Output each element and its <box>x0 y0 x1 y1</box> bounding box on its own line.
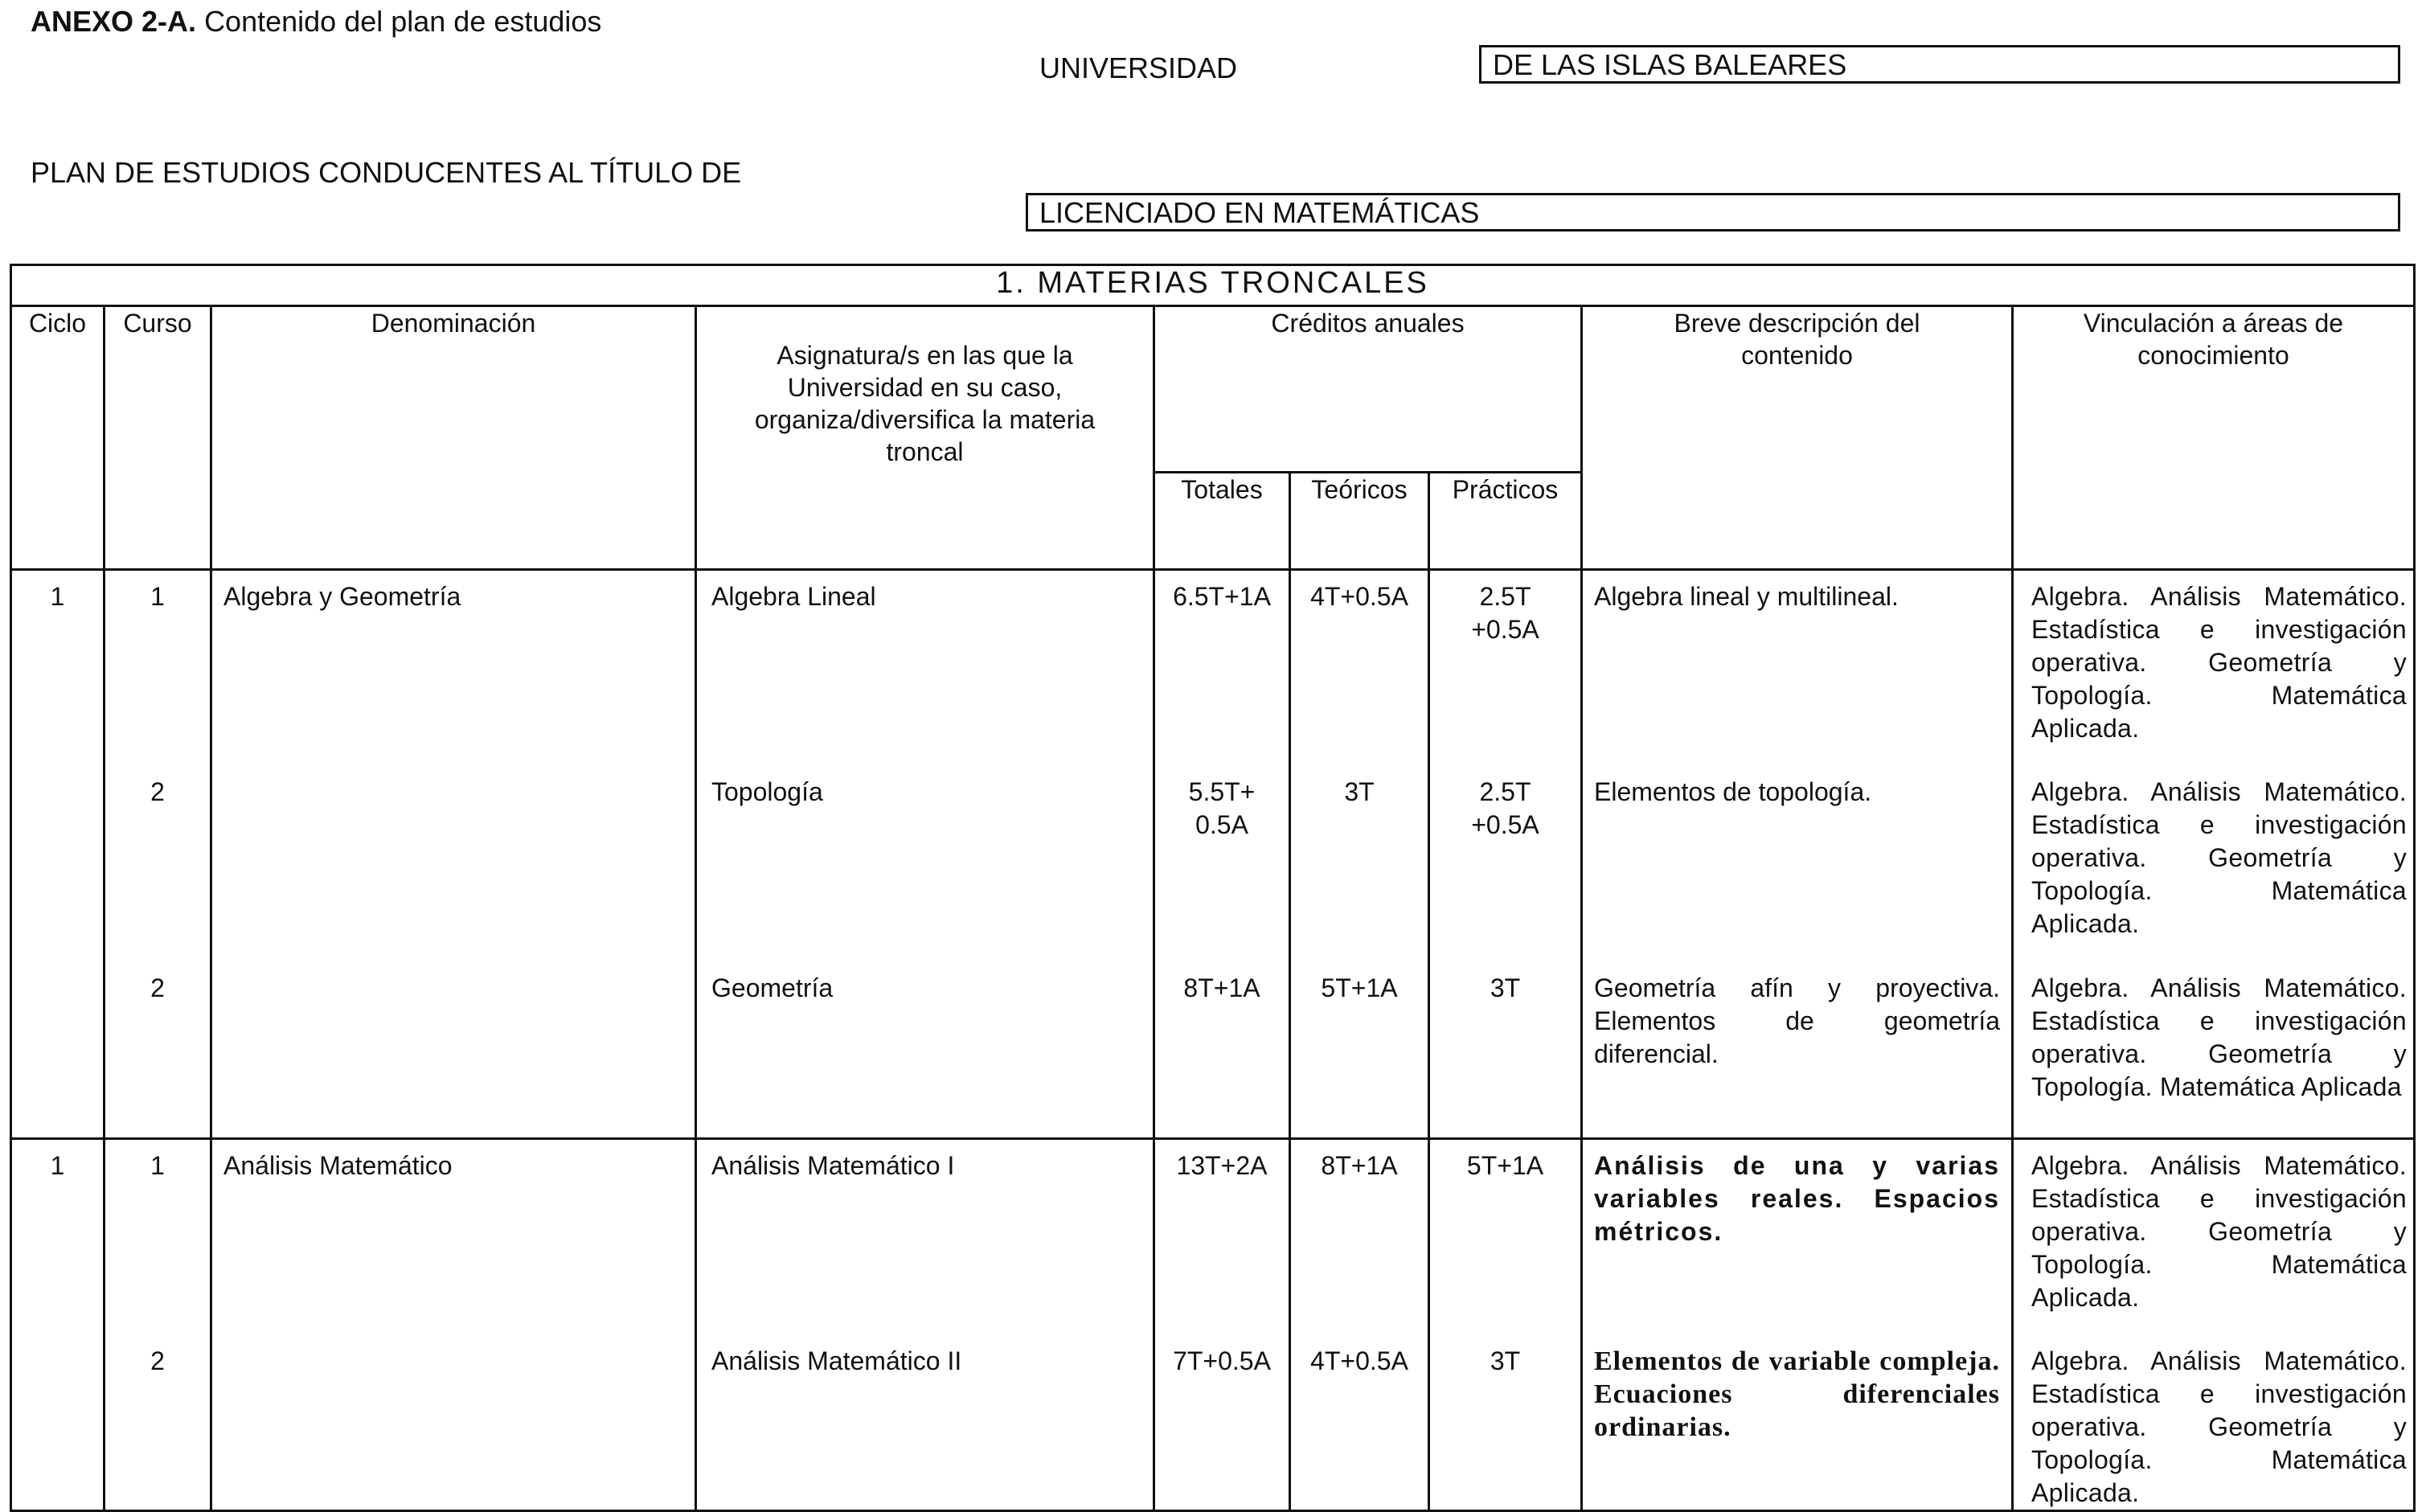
vinculacion-cell: Algebra. Análisis Matemático. Estadística e investigación operativa. Geometría y Topología. Matemática Aplicada. <box>2031 1346 2407 1507</box>
curso-cell: 2 <box>150 973 165 1002</box>
vinculacion-cell: Algebra. Análisis Matemático. Estadística e investigación operativa. Geometría y Topología. Matemática Aplicada <box>2031 973 2407 1101</box>
asignatura-cell: Análisis Matemático I <box>711 1151 955 1180</box>
vinculacion-cell: Algebra. Análisis Matemático. Estadística e investigación operativa. Geometría y Topología. Matemática Aplicada. <box>2031 582 2407 743</box>
table-row <box>11 1335 2415 1511</box>
totales-cell: 6.5T+1A <box>1173 582 1271 611</box>
totales-cell: 8T+1A <box>1183 973 1260 1002</box>
university-field: DE LAS ISLAS BALEARES <box>1479 45 2400 84</box>
descripcion-cell: Elementos de variable compleja. Ecuaciones diferenciales ordinarias. <box>1594 1346 2000 1442</box>
denominacion-cell <box>212 962 695 972</box>
teoricos-cell: 3T <box>1344 776 1375 806</box>
col-totales: Totales <box>1154 473 1290 570</box>
annex-text: Contenido del plan de estudios <box>204 5 602 38</box>
denominacion-cell <box>212 766 695 776</box>
descripcion-cell: Algebra lineal y multilineal. <box>1594 582 1899 611</box>
teoricos-cell: 8T+1A <box>1321 1151 1398 1180</box>
curso-cell: 1 <box>150 582 165 611</box>
totales-cell: 13T+2A <box>1176 1151 1268 1180</box>
teoricos-cell: 5T+1A <box>1321 973 1398 1002</box>
asignatura-cell: Algebra Lineal <box>711 582 876 611</box>
table-row <box>11 962 2415 1139</box>
practicos-cell: 5T+1A <box>1466 1151 1544 1180</box>
plan-label: PLAN DE ESTUDIOS CONDUCENTES AL TÍTULO DE <box>31 156 742 189</box>
annex-label: ANEXO 2-A. <box>31 5 197 38</box>
col-creditos: Créditos anuales <box>1154 306 1582 473</box>
ciclo-cell <box>12 962 103 972</box>
ciclo-cell: 1 <box>50 582 65 611</box>
teoricos-cell: 4T+0.5A <box>1310 1346 1408 1375</box>
col-descripcion: Breve descripción del contenido <box>1582 306 2013 570</box>
university-label: UNIVERSIDAD <box>1039 51 1238 84</box>
ciclo-cell <box>12 1335 103 1345</box>
troncales-table <box>10 264 2416 1512</box>
table-row <box>11 570 2415 766</box>
practicos-cell: 2.5T +0.5A <box>1471 776 1539 839</box>
ciclo-cell: 1 <box>50 1151 65 1180</box>
asignatura-cell: Geometría <box>711 973 834 1002</box>
col-asignaturas: Asignatura/s en las que la Universidad en su caso, organiza/diversifica la materia troncal <box>696 306 1154 570</box>
descripcion-cell: Geometría afín y proyectiva. Elementos de geometría diferencial. <box>1594 973 2000 1068</box>
totales-cell: 5.5T+ 0.5A <box>1188 776 1256 839</box>
denominacion-cell <box>212 1335 695 1345</box>
col-practicos: Prácticos <box>1429 473 1582 570</box>
section-title: 1. MATERIAS TRONCALES <box>11 265 2415 306</box>
curso-cell: 1 <box>150 1151 165 1180</box>
table-row <box>11 1139 2415 1335</box>
vinculacion-cell: Algebra. Análisis Matemático. Estadística e investigación operativa. Geometría y Topología. Matemática Aplicada. <box>2031 1151 2407 1312</box>
descripcion-cell: Elementos de topología. <box>1594 776 1872 806</box>
degree-title-field: LICENCIADO EN MATEMÁTICAS <box>1026 193 2400 232</box>
practicos-cell: 3T <box>1490 973 1521 1002</box>
table-row <box>11 766 2415 962</box>
col-curso: Curso <box>104 306 211 570</box>
totales-cell: 7T+0.5A <box>1173 1346 1271 1375</box>
col-denominacion: Denominación <box>211 306 696 570</box>
col-teoricos: Teóricos <box>1290 473 1429 570</box>
ciclo-cell <box>12 766 103 776</box>
practicos-cell: 2.5T +0.5A <box>1471 582 1539 644</box>
denominacion-cell: Algebra y Geometría <box>223 582 461 611</box>
asignatura-cell: Topología <box>711 776 823 806</box>
col-ciclo: Ciclo <box>11 306 104 570</box>
denominacion-cell: Análisis Matemático <box>223 1151 453 1180</box>
col-vinculacion: Vinculación a áreas de conocimiento <box>2013 306 2415 570</box>
teoricos-cell: 4T+0.5A <box>1310 582 1408 611</box>
curso-cell: 2 <box>150 1346 165 1375</box>
annex-heading <box>31 5 601 39</box>
asignatura-cell: Análisis Matemático II <box>711 1346 962 1375</box>
practicos-cell: 3T <box>1490 1346 1521 1375</box>
vinculacion-cell: Algebra. Análisis Matemático. Estadística e investigación operativa. Geometría y Topología. Matemática Aplicada. <box>2031 776 2407 938</box>
descripcion-cell: Análisis de una y varias variables reales. Espacios métricos. <box>1594 1151 2000 1246</box>
curso-cell: 2 <box>150 776 165 806</box>
